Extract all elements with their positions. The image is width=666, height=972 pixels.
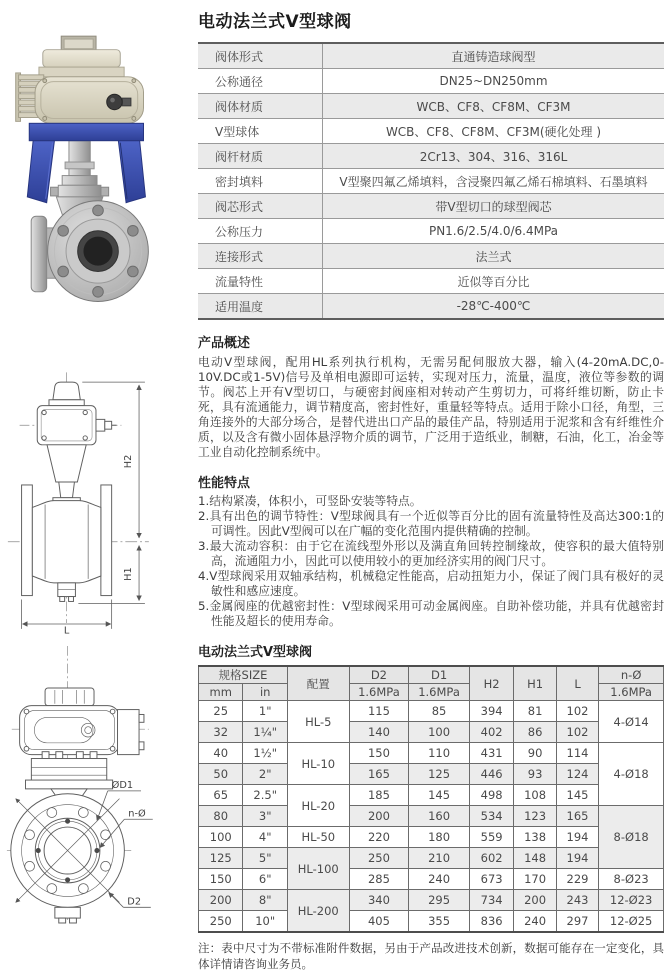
dim-cell-l: 114 <box>556 743 598 764</box>
spec-row <box>198 219 664 244</box>
spec-value: 2Cr13、304、316、316L <box>323 144 665 169</box>
dim-cell-d1: 100 <box>409 722 470 743</box>
dim-cell-n: 12-Ø23 <box>599 890 664 911</box>
dim-cell-h2: 402 <box>469 722 513 743</box>
dim-cell-h2: 431 <box>469 743 513 764</box>
header-d2: D2 <box>349 666 409 684</box>
dim-cell-d1: 145 <box>409 785 470 806</box>
header-config: 配置 <box>287 666 349 701</box>
spec-value: 直通铸造球阀型 <box>323 43 665 69</box>
dim-cell-d1: 210 <box>409 848 470 869</box>
dim-cell-h2: 394 <box>469 701 513 722</box>
dim-table-heading: 电动法兰式V型球阀 <box>198 645 313 660</box>
header-l: L <box>556 666 598 701</box>
overview-body: 电动V型球阀，配用HL系列执行机构，无需另配伺服放大器，输入(4-20mA.DC,0-10V.DC或1-5V)信号及单相电源即可运转，实现对压力，流量，温度，液位等参数的调节。阀芯上开有V型切口，与硬密封阀座相对转动产生剪切力，可将纤维切断，防止卡死，具有流通能力，调节精度高，密封性好，重量轻等特点。适用于除小口径，角型，三角连接外的大部分场合，是替代进出口产品的最佳产品，特别适用于泥浆和含有纤维性介质，以及含有微小固体悬浮物介质的调节，广泛用于造纸业，制糖，石油，化工，冶金等工业自动化控制系统中。 <box>198 355 664 459</box>
dim-cell-h1: 240 <box>514 911 556 933</box>
dim-table-row <box>199 743 664 764</box>
dim-cell-d2: 220 <box>349 827 409 848</box>
dim-cell-in: 6" <box>243 869 287 890</box>
dim-cell-config: HL-10 <box>287 743 349 785</box>
dim-cell-d2: 285 <box>349 869 409 890</box>
dim-cell-n: 8-Ø18 <box>599 806 664 869</box>
dim-cell-l: 165 <box>556 806 598 827</box>
dim-table-row <box>199 869 664 890</box>
spec-row <box>198 244 664 269</box>
spec-label: 阀芯形式 <box>198 194 323 219</box>
dim-cell-l: 102 <box>556 722 598 743</box>
dim-cell-h1: 138 <box>514 827 556 848</box>
spec-label: 流量特性 <box>198 269 323 294</box>
dim-label-d1: ØD1 <box>111 779 134 791</box>
figure-column <box>0 0 196 931</box>
dim-cell-h1: 90 <box>514 743 556 764</box>
dim-cell-h2: 446 <box>469 764 513 785</box>
spec-row <box>198 194 664 219</box>
product-photo <box>6 18 190 308</box>
dim-cell-mm: 65 <box>199 785 243 806</box>
dim-cell-in: 2.5" <box>243 785 287 806</box>
dim-cell-config: HL-20 <box>287 785 349 827</box>
spec-table-body <box>198 43 664 319</box>
dim-cell-d1: 240 <box>409 869 470 890</box>
spec-value: WCB、CF8、CF8M、CF3M <box>323 94 665 119</box>
spec-label: 公称压力 <box>198 219 323 244</box>
dim-cell-l: 297 <box>556 911 598 933</box>
spec-label: V型球体 <box>198 119 323 144</box>
dim-cell-config: HL-50 <box>287 827 349 848</box>
header-d1: D1 <box>409 666 470 684</box>
header-h2: H2 <box>469 666 513 701</box>
dim-table-row <box>199 701 664 722</box>
header-in: in <box>243 684 287 701</box>
spec-value: -28℃-400℃ <box>456 299 531 313</box>
spec-row <box>198 43 664 69</box>
dim-table-row <box>199 827 664 848</box>
dim-cell-in: 4" <box>243 827 287 848</box>
feature-item: 5.金属阀座的优越密封性：V型球阀采用可动金属阀座。自助补偿功能，并具有优越密封性能及超长的使用寿命。 <box>198 599 664 628</box>
dim-cell-h2: 836 <box>469 911 513 933</box>
dim-cell-h1: 93 <box>514 764 556 785</box>
dim-table-row <box>199 764 664 785</box>
dim-cell-d2: 185 <box>349 785 409 806</box>
dim-cell-h2: 734 <box>469 890 513 911</box>
valve-outline <box>22 382 117 601</box>
spec-label: 公称通径 <box>198 69 323 94</box>
dim-cell-h1: 123 <box>514 806 556 827</box>
dim-cell-in: 8" <box>243 890 287 911</box>
dim-cell-l: 229 <box>556 869 598 890</box>
table-note: 注：表中尺寸为不带标准附件数据，另由于产品改进技术创新，数据可能存在一定变化，具体详情请咨询业务员。 <box>198 941 664 971</box>
dim-cell-h1: 148 <box>514 848 556 869</box>
dim-cell-config: HL-100 <box>287 848 349 890</box>
spec-label: 阀体材质 <box>198 94 323 119</box>
dim-table-row <box>199 848 664 869</box>
dim-cell-h1: 81 <box>514 701 556 722</box>
dim-cell-h2: 602 <box>469 848 513 869</box>
actuator-knob-stub <box>122 98 131 106</box>
bracket-side-view <box>25 752 112 799</box>
front-view-drawing <box>2 330 188 636</box>
dim-cell-d2: 165 <box>349 764 409 785</box>
dim-table-row <box>199 722 664 743</box>
spec-row <box>198 294 664 320</box>
dim-cell-d1: 110 <box>409 743 470 764</box>
dim-cell-mm: 125 <box>199 848 243 869</box>
dim-cell-h1: 108 <box>514 785 556 806</box>
dim-label-h1: H1 <box>123 567 135 581</box>
dim-cell-n: 12-Ø25 <box>599 911 664 933</box>
dimension-table <box>198 665 664 933</box>
flange-view-drawing <box>2 642 188 924</box>
dim-cell-mm: 100 <box>199 827 243 848</box>
dim-cell-n: 4-Ø14 <box>599 701 664 743</box>
dim-cell-n: 8-Ø23 <box>599 869 664 890</box>
dim-cell-d1: 295 <box>409 890 470 911</box>
dim-cell-mm: 50 <box>199 764 243 785</box>
spec-value: V型聚四氟乙烯填料，含浸聚四氟乙烯石棉填料、石墨填料 <box>323 169 665 194</box>
feature-item: 2.具有出色的调节特性：V型球阀具有一个近似等百分比的固有流量特性及高达300:1的可调性。因此V型阀可以在广幅的变化范围内提供精确的控制。 <box>198 509 664 538</box>
spec-value: 近似等百分比 <box>323 269 665 294</box>
dim-cell-mm: 40 <box>199 743 243 764</box>
feature-list <box>198 494 664 629</box>
dim-cell-mm: 200 <box>199 890 243 911</box>
spec-row <box>198 94 664 119</box>
spec-label: 阀体形式 <box>198 43 323 69</box>
feature-item: 3.最大流动容积：由于它在流线型外形以及满直角回转控制缘故，使容积的最大值特别高，流通阻力小，因此可以使用较小的更加经济实用的阀门尺寸。 <box>198 539 664 568</box>
dim-cell-mm: 250 <box>199 911 243 933</box>
dim-cell-h2: 498 <box>469 785 513 806</box>
header-h1: H1 <box>514 666 556 701</box>
spec-row <box>198 169 664 194</box>
dim-cell-h2: 534 <box>469 806 513 827</box>
dim-cell-in: 2" <box>243 764 287 785</box>
valve-stem <box>51 141 109 197</box>
dim-table-row <box>199 806 664 827</box>
dim-cell-d2: 200 <box>349 806 409 827</box>
flange-circles <box>11 794 125 923</box>
spec-value: 带V型切口的球型阀芯 <box>323 194 665 219</box>
dim-cell-d1: 125 <box>409 764 470 785</box>
dim-cell-l: 194 <box>556 848 598 869</box>
dim-cell-h1: 86 <box>514 722 556 743</box>
spec-table <box>198 42 664 320</box>
spec-value: WCB、CF8、CF8M、CF3M(硬化处理 ) <box>323 119 665 144</box>
dim-table-row <box>199 785 664 806</box>
spec-value: PN1.6/2.5/4.0/6.4MPa <box>323 219 665 244</box>
dim-cell-d2: 115 <box>349 701 409 722</box>
dim-cell-d2: 250 <box>349 848 409 869</box>
dim-cell-in: 1¼" <box>243 722 287 743</box>
feature-item: 1.结构紧凑，体积小，可竖卧安装等特点。 <box>198 494 422 508</box>
actuator <box>16 36 144 123</box>
header-n-mpa: 1.6MPa <box>599 684 664 701</box>
dim-cell-d2: 340 <box>349 890 409 911</box>
dim-cell-config: HL-200 <box>287 890 349 933</box>
dim-cell-d2: 405 <box>349 911 409 933</box>
spec-label: 阀杆材质 <box>198 144 323 169</box>
overview-heading: 产品概述 <box>198 336 251 351</box>
dim-cell-mm: 32 <box>199 722 243 743</box>
dim-label-l: L <box>63 625 70 636</box>
dim-cell-in: 10" <box>243 911 287 933</box>
dim-label-n: n-Ø <box>128 808 146 820</box>
dim-table-head <box>199 666 664 701</box>
header-size: 规格SIZE <box>199 666 288 684</box>
spec-value: 法兰式 <box>323 244 665 269</box>
dim-label-d2: D2 <box>127 896 142 908</box>
dim-cell-l: 145 <box>556 785 598 806</box>
header-d1-mpa: 1.6MPa <box>409 684 470 701</box>
dim-table-row <box>199 890 664 911</box>
dim-cell-in: 3" <box>243 806 287 827</box>
dim-cell-mm: 25 <box>199 701 243 722</box>
spec-value: DN25~DN250mm <box>323 69 665 94</box>
actuator-knob <box>107 94 122 109</box>
dim-cell-mm: 80 <box>199 806 243 827</box>
header-n: n-Ø <box>599 666 664 684</box>
page-title: 电动法兰式V型球阀 <box>198 12 352 32</box>
dim-label-h2: H2 <box>123 454 135 469</box>
dim-cell-h2: 559 <box>469 827 513 848</box>
dim-cell-l: 243 <box>556 890 598 911</box>
dim-cell-l: 124 <box>556 764 598 785</box>
spec-label: 适用温度 <box>198 294 323 320</box>
content-column <box>198 0 664 972</box>
header-mm: mm <box>199 684 243 701</box>
dim-cell-in: 5" <box>243 848 287 869</box>
dim-table-body <box>199 701 664 933</box>
dim-cell-d2: 140 <box>349 722 409 743</box>
spec-label: 连接形式 <box>198 244 323 269</box>
dim-cell-l: 194 <box>556 827 598 848</box>
features-heading: 性能特点 <box>198 476 251 491</box>
dim-cell-n: 4-Ø18 <box>599 743 664 806</box>
header-d2-mpa: 1.6MPa <box>349 684 409 701</box>
valve-body <box>31 197 148 302</box>
dim-cell-in: 1" <box>243 701 287 722</box>
dim-cell-d1: 180 <box>409 827 470 848</box>
dim-cell-d1: 160 <box>409 806 470 827</box>
dim-cell-in: 1½" <box>243 743 287 764</box>
dim-cell-config: HL-5 <box>287 701 349 743</box>
dim-cell-d2: 150 <box>349 743 409 764</box>
dim-cell-h1: 170 <box>514 869 556 890</box>
dim-cell-mm: 150 <box>199 869 243 890</box>
spec-row <box>198 144 664 169</box>
spec-row <box>198 119 664 144</box>
dim-cell-h2: 673 <box>469 869 513 890</box>
spec-row <box>198 269 664 294</box>
dim-table-row <box>199 911 664 933</box>
feature-item: 4.V型球阀采用双轴承结构，机械稳定性能高，启动扭矩力小，保证了阀门具有极好的灵敏性和感应速度。 <box>198 569 664 598</box>
dim-cell-h1: 200 <box>514 890 556 911</box>
spec-label: 密封填料 <box>198 169 323 194</box>
dim-cell-d1: 355 <box>409 911 470 933</box>
actuator-side-view <box>20 688 144 755</box>
spec-row <box>198 69 664 94</box>
dim-cell-l: 102 <box>556 701 598 722</box>
dim-cell-d1: 85 <box>409 701 470 722</box>
